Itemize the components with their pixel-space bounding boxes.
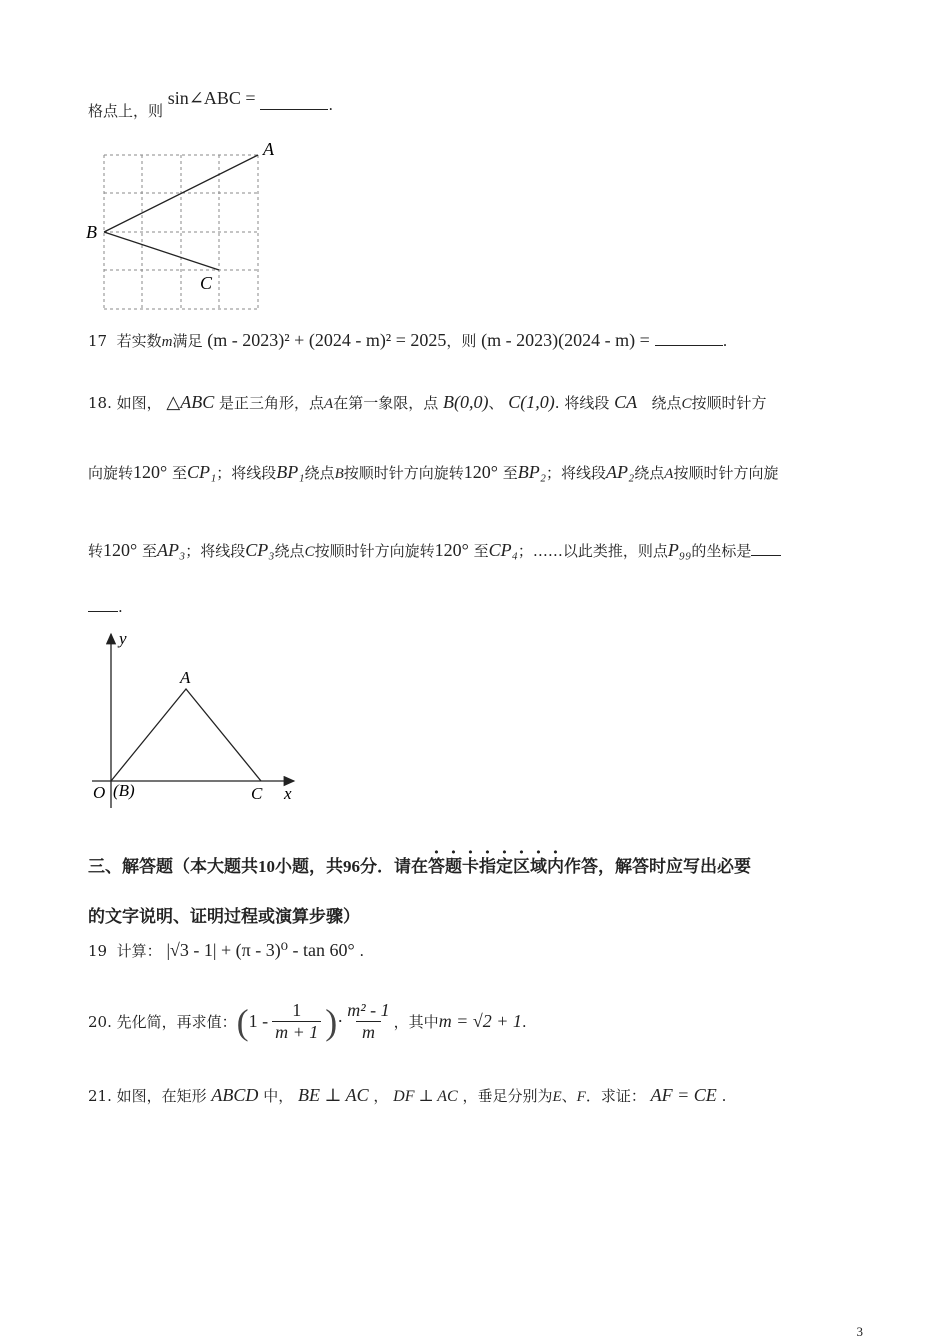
q19-expression: |√3 - 1| + (π - 3)⁰ - tan 60° [166, 940, 355, 960]
q18-line4: . [88, 598, 123, 616]
q18-answer-blank-a[interactable] [751, 554, 781, 556]
grid-lines [104, 155, 258, 309]
q18-answer-blank-b[interactable] [88, 610, 118, 612]
q20-fraction-2: m² - 1 m [347, 1000, 390, 1042]
section3-heading: 三、解答题（本大题共10小题，共96分．请在答题卡指定区域内作答，解答时应写出必要 [88, 857, 751, 877]
q17-expression: (m - 2023)(2024 - m) = [481, 330, 650, 350]
q18-line2: 向旋转120° 至CP₁；将线段BP₁绕点B按顺时针方向旋转120° 至BP₂；将线段AP₂绕点A按顺时针方向旋 [88, 462, 779, 482]
q21-line: 21. 如图，在矩形 ABCD 中， BE ⊥ AC ， DF ⊥ AC ，垂足分别为E、F．求证： AF = CE . [88, 1085, 727, 1105]
segment-ba [104, 155, 258, 232]
q19-line: 19 计算： |√3 - 1| + (π - 3)⁰ - tan 60° . [88, 940, 365, 960]
q16-answer-blank[interactable] [260, 108, 328, 110]
label-o: O [93, 783, 106, 802]
q17-answer-blank[interactable] [655, 344, 723, 346]
label-b: (B) [113, 781, 135, 800]
page-number: 3 [856, 1324, 863, 1339]
label-a: A [180, 668, 191, 687]
segment-bc [104, 232, 219, 270]
section3-heading-line2: 的文字说明、证明过程或演算步骤） [88, 907, 360, 927]
q16-grid-figure [82, 138, 292, 318]
q20-fraction-1: 1 m + 1 [272, 1000, 321, 1043]
q17-equation: (m - 2023)² + (2024 - m)² = 2025 [207, 330, 447, 350]
q18-coordinate-figure [84, 626, 314, 814]
q17-line: 17 若实数m满足 (m - 2023)² + (2024 - m)² = 2025，则 (m - 2023)(2024 - m) = . [88, 330, 728, 350]
q17-number: 17 [88, 332, 108, 350]
label-y: y [119, 629, 127, 648]
q16-expression: sin∠ABC = [167, 88, 256, 108]
label-x: x [284, 784, 292, 803]
label-a: A [263, 139, 274, 159]
triangle-abc [111, 689, 261, 781]
q16-prefix: 格点上，则 [88, 102, 164, 120]
label-c: C [200, 273, 213, 293]
label-c: C [251, 784, 263, 803]
q18-line3: 转120° 至AP₃；将线段CP₃绕点C按顺时针方向旋转120° 至CP₄；……以此类推，则点P₉₉的坐标是 [88, 540, 781, 561]
label-b: B [86, 222, 97, 242]
q19-number: 19 [88, 942, 108, 960]
q20-line: 20. 先化简，再求值： ( 1 - 1 m + 1 ) · m² - 1 m ，其中 m = √2 + 1 . [88, 1000, 527, 1042]
q18-line1: 18. 如图， △ABC 是正三角形，点A在第一象限，点 B(0,0)、 C(1,0). 将线段 CA 绕点C按顺时针方 [88, 392, 767, 412]
q18-number: 18. 如图， [88, 394, 162, 412]
q16-line: 格点上，则 sin∠ABC = . [88, 88, 334, 120]
